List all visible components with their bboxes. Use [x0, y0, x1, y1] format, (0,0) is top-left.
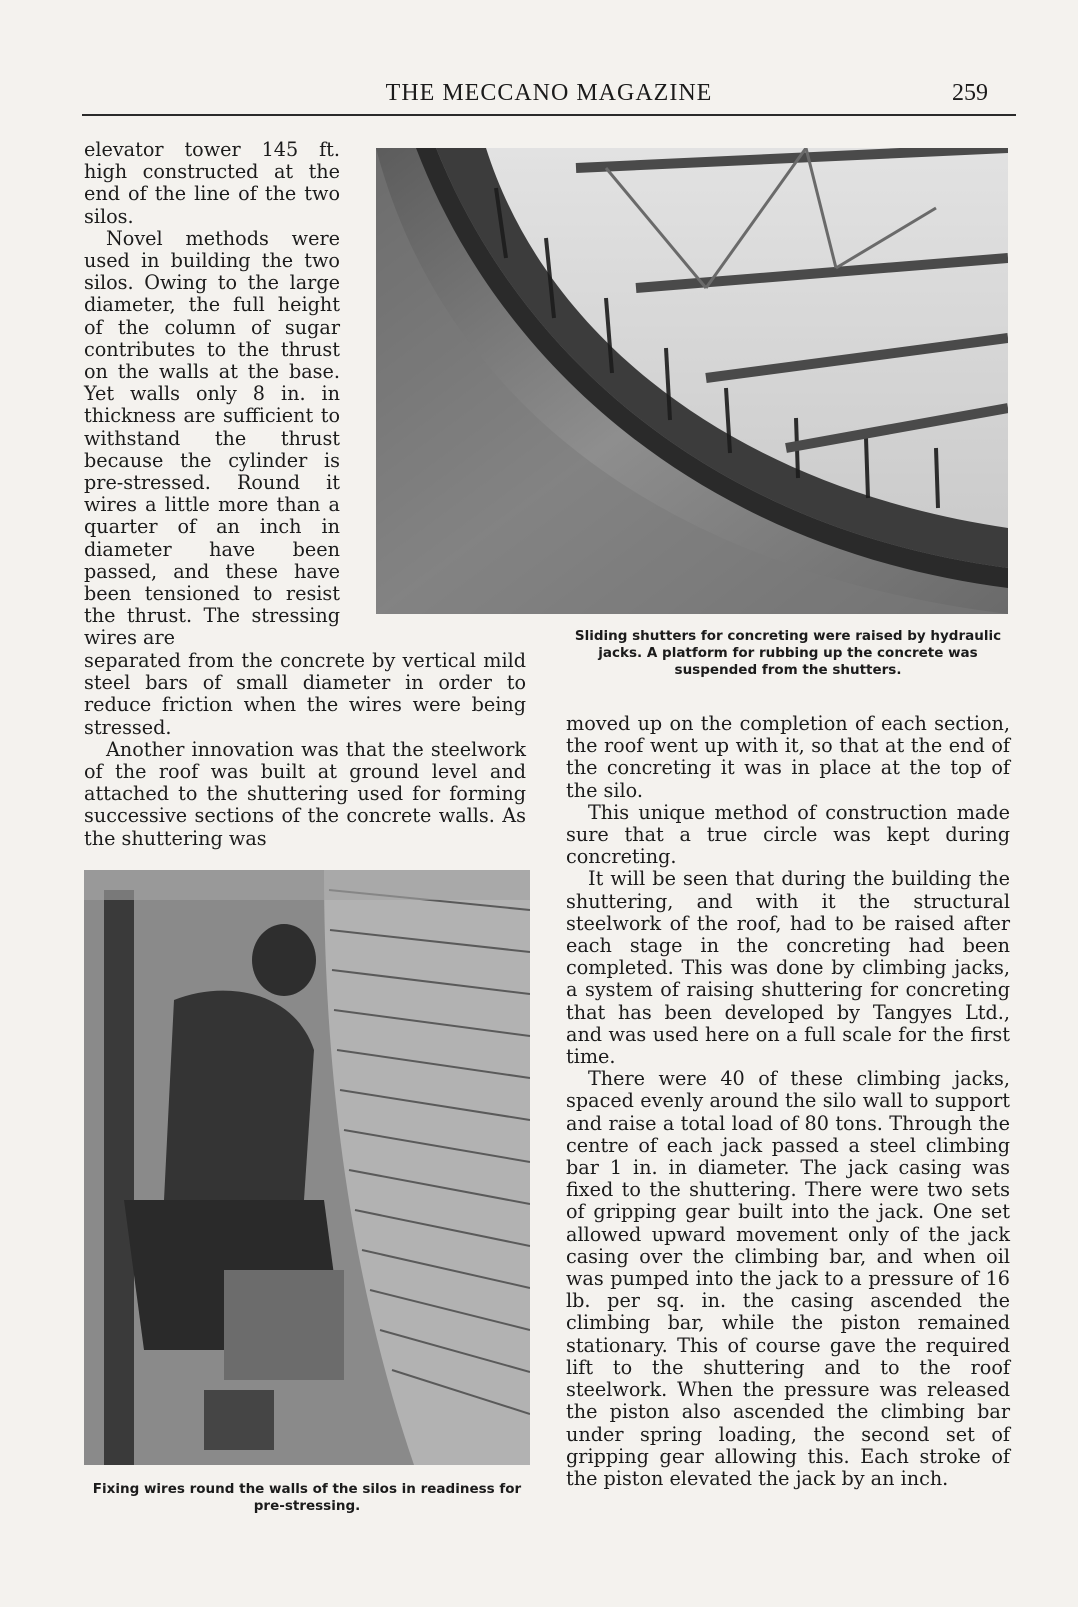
- paragraph: This unique method of construction made sure that a true circle was kept during concreting.: [566, 800, 1010, 869]
- paragraph: separated from the concrete by vertical mild steel bars of small diameter in order to reduce friction when the wires were being stressed.: [84, 649, 526, 739]
- paragraph: moved up on the completion of each section, the roof went up with it, so that at the end of the concreting it was in place at the top of the silo.: [566, 712, 1010, 802]
- caption-bottom-photo: Fixing wires round the walls of the silos in readiness for pre-stressing.: [92, 1481, 522, 1514]
- paragraph: There were 40 of these climbing jacks, spaced evenly around the silo wall to support and raise a total load of 80 tons. Through the centre of each jack passed a steel climbing bar 1 in. in diameter. The jack casing was fixed to the shuttering. There were two sets of gripping gear built into the jack. One set allowed upward movement only of the jack casing over the climbing bar, and when oil was pumped into the jack to a pressure of 16 lb. per sq. in. the casing ascended the climbing bar, while the piston remained stationary. This of course gave the required lift to the shuttering and to the roof steelwork. When the pressure was released the piston also ascended the climbing bar under spring loading, the second set of gripping gear allowing this. Each stroke of the piston elevated the jack by an inch.: [566, 1067, 1010, 1490]
- paragraph: Novel methods were used in building the two silos. Owing to the large diameter, the full height of the column of sugar contributes to the thrust on the walls at the base. Yet walls only 8 in. in thickness are sufficient to withstand the thrust because the cylinder is pre-stressed. Round it wires a little more than a quarter of an inch in diameter have been passed, and these have been tensioned to resist the thrust. The stressing wires are: [84, 226, 340, 650]
- caption-top-photo: Sliding shutters for concreting were raised by hydraulic jacks. A platform for rubbing up the concrete was suspended from the shutters.: [574, 628, 1002, 678]
- paragraph: elevator tower 145 ft. high constructed at the end of the line of the two silos.: [84, 138, 340, 228]
- article-column-left-top: [84, 139, 340, 650]
- page-header: [82, 78, 1016, 116]
- magazine-title: THE MECCANO MAGAZINE: [385, 80, 713, 106]
- page-number: 259: [952, 80, 988, 106]
- photo-fixing-wires: [84, 870, 530, 1465]
- article-column-left-bottom: [84, 650, 526, 850]
- paragraph: It will be seen that during the building the shuttering, and with it the structural steelwork of the roof, had to be raised after each stage in the concreting had been completed. This was done by climbing jacks, a system of raising shuttering for concreting that has been developed by Tangyes Ltd., and was used here on a full scale for the first time.: [566, 867, 1010, 1069]
- article-column-right: [566, 713, 1010, 1490]
- photo-silo-shuttering: [376, 148, 1008, 614]
- paragraph: Another innovation was that the steelwork of the roof was built at ground level and attached to the shuttering used for forming successive sections of the concrete walls. As the shuttering was: [84, 737, 526, 850]
